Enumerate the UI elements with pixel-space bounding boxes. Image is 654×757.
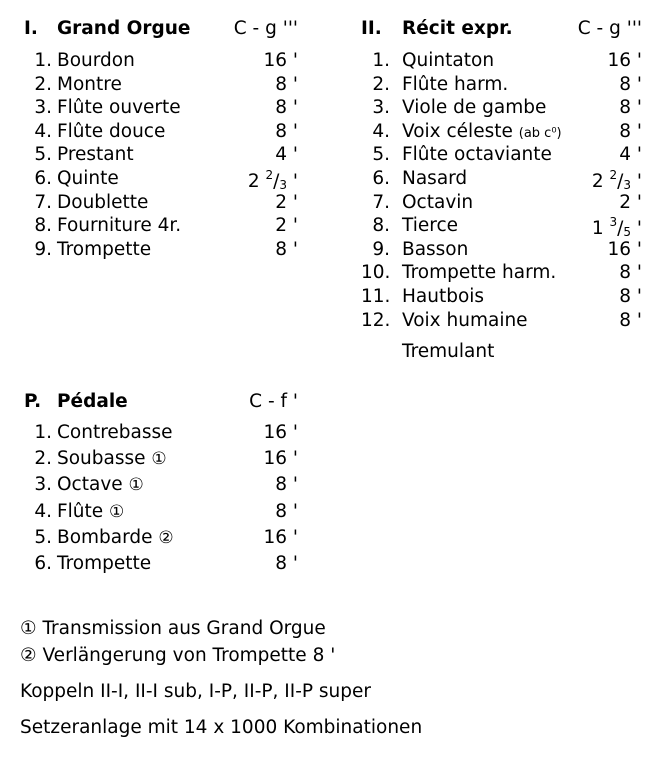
- stop-number: 6.: [34, 168, 52, 189]
- couplers-text: Koppeln II-I, II-I sub, I-P, II-P, II-P super: [20, 681, 372, 702]
- stop-row: [361, 74, 642, 98]
- stop-name-text: Bourdon: [57, 50, 135, 71]
- stop-name-text: Contrebasse: [57, 422, 173, 443]
- stop-name: [402, 168, 467, 189]
- stop-note: (ab c⁰): [518, 125, 562, 141]
- stop-pitch: 2 $^2/_3$ ': [591, 168, 642, 192]
- stop-pitch: 16 ': [263, 526, 298, 548]
- stop-name-text: Doublette: [57, 191, 149, 213]
- stop-pitch: 4 ': [275, 144, 298, 166]
- manual-title: Pédale: [57, 391, 128, 412]
- stop-name-text: Hautbois: [402, 286, 485, 307]
- footnote-mark-icon: ①: [128, 475, 144, 496]
- stop-row: [24, 215, 298, 239]
- manual-range: C - f ': [249, 391, 298, 412]
- stop-row: [361, 97, 642, 121]
- stop-name-text: Flûte: [57, 500, 104, 522]
- stop-name-text: Tierce: [402, 215, 459, 237]
- stop-name: [57, 239, 151, 260]
- stop-row: [24, 474, 298, 498]
- manual-range: C - g ''': [577, 18, 642, 39]
- stop-pitch: 1 $^3/_5$ ': [591, 215, 642, 240]
- stop-row: [361, 286, 642, 310]
- manual-numeral: II.: [361, 18, 382, 39]
- stop-number: 4.: [34, 120, 52, 142]
- stop-name: [402, 310, 528, 331]
- stop-name-text: Octave: [57, 474, 123, 496]
- stop-name-text: Voix céleste: [402, 120, 513, 142]
- tremulant-label: Tremulant: [402, 341, 495, 362]
- stop-pitch: 16 ': [263, 50, 298, 71]
- stop-name: [57, 422, 173, 443]
- manual-recit: [361, 18, 642, 368]
- stop-pitch: 8 ': [275, 238, 298, 260]
- stop-row: [24, 50, 298, 74]
- stop-pitch: 8 ': [619, 262, 642, 284]
- stop-name-text: Basson: [402, 238, 469, 260]
- pitch-whole: 2: [591, 171, 604, 192]
- stop-row: [24, 121, 298, 145]
- stop-row: [361, 310, 642, 334]
- stop-number: 8.: [34, 215, 52, 237]
- footnote-extension: ② Verlängerung von Trompette 8 ': [20, 645, 336, 666]
- stop-name: [402, 144, 552, 165]
- stop-name: [402, 192, 473, 213]
- stop-pitch: 8 ': [275, 120, 298, 142]
- stop-name: [57, 474, 144, 495]
- stop-name: [57, 215, 181, 236]
- manual-grand-orgue: [24, 18, 298, 268]
- stop-name: [57, 168, 119, 189]
- stop-name: [57, 527, 174, 548]
- footnote-transmission: ① Transmission aus Grand Orgue: [20, 618, 326, 639]
- stop-pitch: 2 $^2/_3$ ': [247, 168, 298, 192]
- manual-title: Grand Orgue: [57, 18, 191, 39]
- stop-number: 2.: [34, 73, 52, 95]
- footnote-mark-icon: ②: [158, 527, 174, 548]
- stop-name-text: Octavin: [402, 191, 474, 213]
- stop-name-text: Voix humaine: [402, 309, 528, 331]
- stop-row: [361, 144, 642, 168]
- stop-pitch: 8 ': [619, 97, 642, 119]
- stop-number: 6.: [34, 553, 52, 574]
- stop-pitch: 8 ': [275, 73, 298, 95]
- stop-number: 1.: [34, 422, 52, 443]
- stop-row: [361, 121, 642, 145]
- stop-row: [24, 97, 298, 121]
- stop-pitch: 16 ': [263, 448, 298, 470]
- pitch-numerator: 2: [609, 168, 618, 182]
- stop-row: [24, 74, 298, 98]
- stop-name: [402, 286, 484, 307]
- stop-pitch: 16 ': [263, 422, 298, 443]
- stop-number: 2.: [372, 73, 390, 95]
- stop-name-text: Flûte harm.: [402, 73, 509, 95]
- pitch-numerator: 3: [609, 215, 618, 230]
- stop-number: 2.: [34, 448, 52, 470]
- stop-name: [57, 97, 181, 118]
- stop-pitch: 2 ': [275, 191, 298, 213]
- stop-name-text: Quinte: [57, 168, 119, 189]
- stop-number: 4.: [34, 500, 52, 522]
- stop-number: 3.: [34, 97, 52, 119]
- stop-number: 1.: [34, 50, 52, 71]
- pitch-denominator: 3: [279, 178, 288, 192]
- stop-number: 7.: [34, 191, 52, 213]
- stop-pitch: 2 ': [275, 215, 298, 237]
- stop-name: [57, 553, 151, 574]
- stop-row: [24, 553, 298, 577]
- stop-pitch: 8 ': [619, 73, 642, 95]
- stop-row: [24, 168, 298, 192]
- stop-name: [402, 97, 546, 118]
- stop-row: [361, 192, 642, 216]
- stop-number: 8.: [372, 215, 390, 237]
- stop-name: [57, 74, 122, 95]
- stop-name: [402, 215, 458, 236]
- stop-number: 12.: [361, 309, 391, 331]
- stop-name: [57, 50, 135, 71]
- stop-name-text: Soubasse: [57, 448, 146, 470]
- stop-row: [24, 192, 298, 216]
- stop-pitch: 16 ': [607, 238, 642, 260]
- pitch-denominator: 5: [623, 225, 632, 240]
- pitch-numerator: 2: [265, 168, 274, 182]
- stop-name-text: Nasard: [402, 168, 468, 189]
- stop-number: 3.: [34, 474, 52, 496]
- stop-number: 6.: [372, 168, 390, 189]
- stop-pitch: 8 ': [275, 500, 298, 522]
- stop-name-text: Fourniture 4r.: [57, 215, 182, 237]
- stop-row: [361, 262, 642, 286]
- pitch-whole: 1: [591, 218, 604, 240]
- stop-name: [57, 501, 124, 522]
- stop-number: 9.: [372, 238, 390, 260]
- stop-name: [57, 121, 165, 142]
- footnote-mark-icon: ①: [109, 501, 125, 522]
- stop-name-text: Trompette: [57, 553, 152, 574]
- manual-numeral: I.: [24, 18, 38, 39]
- stop-row: [361, 215, 642, 239]
- manual-pedale: [24, 391, 298, 581]
- stop-name-text: Bombarde: [57, 526, 153, 548]
- stop-name-text: Quintaton: [402, 50, 495, 71]
- stop-number: 5.: [372, 144, 390, 166]
- stop-row: [24, 422, 298, 446]
- stop-name-text: Trompette: [57, 238, 152, 260]
- stop-pitch: 2 ': [619, 191, 642, 213]
- stop-pitch: 8 ': [275, 97, 298, 119]
- manual-numeral: P.: [24, 391, 42, 412]
- footnote-mark-icon: ①: [151, 449, 167, 470]
- stop-number: 7.: [372, 191, 390, 213]
- stop-pitch: 16 ': [607, 50, 642, 71]
- stop-number: 5.: [34, 144, 52, 166]
- stop-number: 1.: [372, 50, 390, 71]
- stop-number: 3.: [372, 97, 390, 119]
- stop-number: 11.: [361, 286, 391, 307]
- stop-name: [402, 50, 494, 71]
- stop-pitch: 8 ': [275, 553, 298, 574]
- pitch-whole: 2: [247, 171, 260, 192]
- manual-range: C - g ''': [233, 18, 298, 39]
- stop-row: [24, 144, 298, 168]
- stop-name: [402, 239, 468, 260]
- stop-name-text: Prestant: [57, 144, 134, 166]
- stop-number: 4.: [372, 120, 390, 142]
- stop-row: [24, 239, 298, 263]
- stop-number: 9.: [34, 238, 52, 260]
- stop-pitch: 8 ': [619, 286, 642, 307]
- pitch-denominator: 3: [623, 178, 632, 192]
- stop-name: [57, 144, 134, 165]
- manual-title: Récit expr.: [402, 18, 513, 39]
- stop-number: 5.: [34, 526, 52, 548]
- stop-row: [24, 527, 298, 551]
- stop-row: [361, 239, 642, 263]
- stop-name: [57, 448, 167, 469]
- stop-row: [24, 501, 298, 525]
- stop-pitch: 8 ': [619, 120, 642, 142]
- stop-row: [361, 50, 642, 74]
- stop-name: [402, 74, 508, 95]
- stop-pitch: 4 ': [619, 144, 642, 166]
- stop-number: 10.: [361, 262, 391, 284]
- combinations-text: Setzeranlage mit 14 x 1000 Kombinationen: [20, 717, 423, 738]
- stop-row: [24, 448, 298, 472]
- stop-name-text: Flûte octaviante: [402, 144, 552, 166]
- stop-name-text: Flûte douce: [57, 120, 166, 142]
- stop-name-text: Flûte ouverte: [57, 97, 181, 119]
- stop-name: [402, 121, 562, 142]
- stop-row: [361, 168, 642, 192]
- stop-name: [402, 262, 556, 283]
- stop-name-text: Viole de gambe: [402, 97, 547, 119]
- stop-pitch: 8 ': [275, 474, 298, 496]
- stop-name-text: Trompette harm.: [402, 262, 557, 284]
- stop-pitch: 8 ': [619, 309, 642, 331]
- stop-name: [57, 192, 148, 213]
- stop-name-text: Montre: [57, 73, 122, 95]
